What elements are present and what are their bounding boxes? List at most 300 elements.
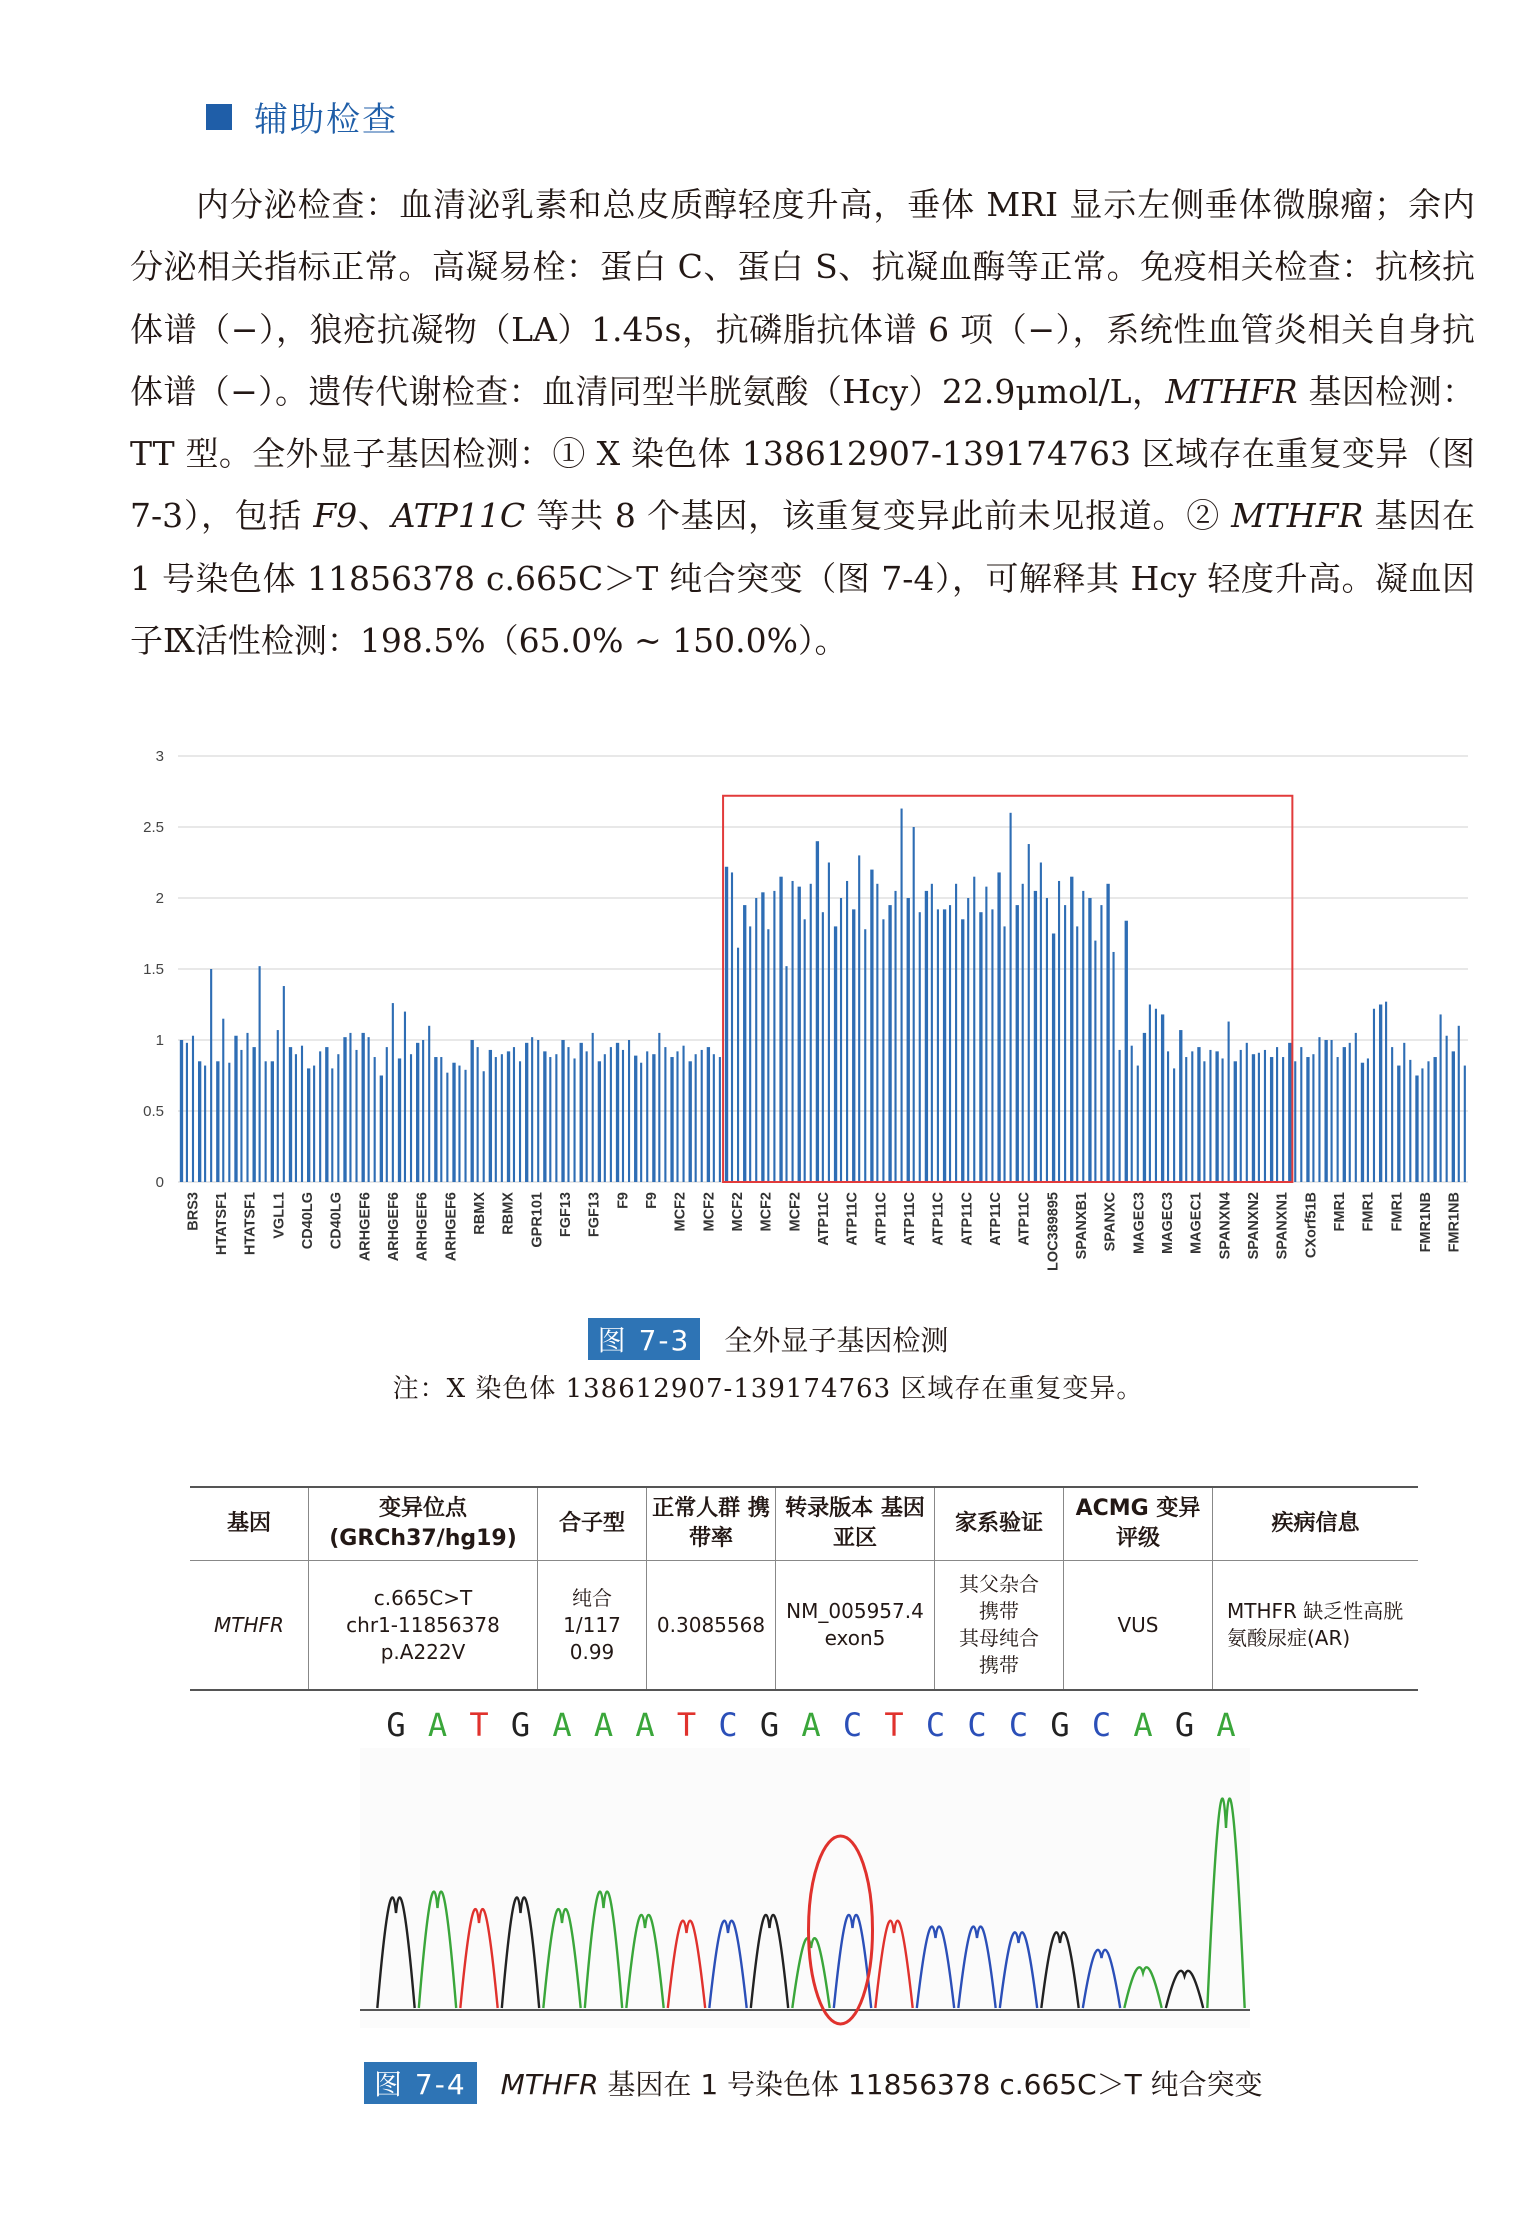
bar	[1379, 1005, 1382, 1183]
bar	[779, 877, 782, 1182]
x-tick-label: SPANXC	[1102, 1192, 1119, 1252]
bar	[725, 867, 728, 1182]
bar	[1215, 1051, 1218, 1182]
x-tick-label: ATP11C	[844, 1192, 861, 1246]
bar	[1276, 1047, 1278, 1182]
bar	[198, 1061, 201, 1182]
x-tick-label: FMR1	[1389, 1192, 1406, 1232]
bar	[888, 905, 891, 1182]
bar	[773, 891, 775, 1182]
bar	[894, 891, 896, 1182]
bar	[1264, 1050, 1266, 1182]
bar	[1367, 1058, 1369, 1182]
bar	[743, 905, 746, 1182]
bar	[222, 1019, 224, 1182]
bar	[798, 887, 801, 1182]
bar	[374, 1057, 376, 1182]
bar	[749, 926, 751, 1182]
bar	[846, 881, 848, 1182]
bar	[1076, 926, 1078, 1182]
bar	[259, 966, 261, 1182]
bar	[1149, 1005, 1151, 1183]
bar	[634, 1056, 637, 1182]
transcript-cell: NM_005957.4 exon5	[776, 1561, 935, 1691]
bar	[876, 884, 878, 1182]
table-header: 变异位点 (GRCh37/hg19)	[309, 1487, 538, 1561]
bar	[761, 892, 764, 1182]
bar	[737, 948, 739, 1182]
x-tick-label: RBMX	[500, 1192, 517, 1235]
bar	[289, 1047, 292, 1182]
bar	[1137, 1066, 1139, 1182]
x-tick-label: MCF2	[730, 1192, 746, 1232]
bar	[1228, 1022, 1230, 1182]
bar	[1155, 1009, 1157, 1182]
x-tick-label: BRS3	[185, 1192, 202, 1231]
gene-name: MTHFR	[1231, 496, 1364, 536]
x-tick-label: MCF2	[758, 1192, 775, 1232]
bar	[955, 884, 957, 1182]
x-tick-label: ARHGEF6	[357, 1192, 374, 1262]
bar	[1397, 1066, 1400, 1182]
bar	[349, 1033, 351, 1182]
bar	[1240, 1050, 1242, 1182]
bar	[319, 1051, 321, 1182]
bar	[331, 1068, 333, 1182]
bar	[1143, 1033, 1146, 1182]
bar	[1064, 905, 1066, 1182]
bar	[1046, 898, 1048, 1182]
bar	[422, 1040, 424, 1182]
bar	[961, 919, 964, 1182]
figure-caption-text: 全外显子基因检测	[724, 1324, 949, 1357]
gene-cell: MTHFR	[190, 1561, 309, 1691]
bar	[1125, 921, 1128, 1182]
table-row	[190, 1561, 1418, 1691]
bar	[416, 1043, 419, 1182]
chromatogram-svg	[360, 1700, 1250, 2040]
bar	[767, 929, 769, 1182]
sequence-base: T	[884, 1706, 904, 1744]
y-tick-label: 0.5	[143, 1103, 164, 1120]
x-tick-label: F9	[644, 1192, 660, 1209]
bar	[598, 1061, 601, 1182]
bar	[1440, 1014, 1442, 1182]
x-tick-label: CD40LG	[300, 1192, 316, 1250]
x-tick-label: ATP11C	[873, 1192, 890, 1246]
bar	[580, 1043, 583, 1182]
sequence-base: G	[386, 1706, 406, 1744]
bar	[658, 1033, 660, 1182]
section-title: 辅助检查	[254, 100, 398, 140]
gene-name: MTHFR	[500, 2068, 599, 2101]
x-tick-label: HTATSF1	[242, 1192, 259, 1256]
bar	[1312, 1054, 1314, 1182]
bar	[925, 891, 928, 1182]
sequence-base: A	[1133, 1706, 1153, 1744]
bar	[652, 1054, 655, 1182]
x-tick-label: RBMX	[472, 1192, 488, 1235]
bar	[1324, 1040, 1327, 1182]
bar	[785, 966, 787, 1182]
y-tick-label: 0	[155, 1174, 164, 1191]
bar	[404, 1012, 406, 1182]
bar	[1016, 905, 1019, 1182]
bar	[1258, 1053, 1260, 1182]
disease-cell: MTHFR 缺乏性高胱 氨酸尿症(AR)	[1213, 1561, 1419, 1691]
bar	[1082, 891, 1084, 1182]
bar	[513, 1047, 515, 1182]
bar	[864, 929, 866, 1182]
x-tick-label: MAGEC3	[1160, 1192, 1176, 1255]
bar	[567, 1047, 569, 1182]
bar	[277, 1030, 279, 1182]
bar	[343, 1037, 346, 1182]
bar	[731, 872, 733, 1182]
bar	[689, 1061, 692, 1182]
bar	[901, 809, 903, 1182]
bar	[810, 884, 812, 1182]
bar	[1270, 1057, 1273, 1182]
bar	[985, 887, 987, 1182]
bar	[1131, 1046, 1133, 1182]
bar	[1022, 884, 1024, 1182]
bar	[483, 1071, 485, 1182]
bar	[216, 1061, 219, 1182]
bar	[919, 912, 921, 1182]
bar	[1415, 1076, 1418, 1183]
x-tick-label: FMR1	[1360, 1192, 1377, 1232]
bar	[1458, 1026, 1460, 1182]
x-tick-label: FGF13	[558, 1192, 574, 1238]
sequence-base: G	[759, 1706, 780, 1744]
family-cell: 其父杂合 携带 其母纯合 携带	[935, 1561, 1064, 1691]
bar	[1106, 884, 1109, 1182]
sequence-base: A	[427, 1706, 448, 1744]
bar	[1197, 1047, 1200, 1182]
bar	[204, 1066, 206, 1182]
bar	[604, 1054, 606, 1182]
bar	[489, 1050, 492, 1182]
bar	[840, 898, 842, 1182]
bar	[380, 1076, 383, 1183]
bar	[973, 877, 975, 1182]
x-tick-label: SPANXN1	[1274, 1192, 1291, 1260]
table-header: 疾病信息	[1213, 1487, 1419, 1561]
bar	[1385, 1002, 1387, 1182]
bar	[592, 1033, 594, 1182]
bar	[1343, 1047, 1346, 1182]
bar	[882, 919, 884, 1182]
bar	[555, 1054, 557, 1182]
bar	[1331, 1040, 1333, 1182]
x-tick-label: FGF13	[586, 1192, 603, 1238]
acmg-cell: VUS	[1064, 1561, 1213, 1691]
sanger-chromatogram	[360, 1700, 1250, 2040]
bar	[295, 1054, 297, 1182]
table-header: 合子型	[538, 1487, 647, 1561]
bar	[301, 1046, 303, 1182]
bar	[446, 1073, 448, 1182]
bar	[392, 1003, 394, 1182]
x-tick-label: ATP11C	[1016, 1192, 1033, 1246]
x-tick-label: FMR1NB	[1446, 1192, 1463, 1253]
bar	[1034, 891, 1037, 1182]
bar	[471, 1040, 474, 1182]
x-tick-label: ARHGEF6	[414, 1192, 431, 1262]
sequence-base: A	[1216, 1706, 1236, 1744]
figure-caption-text: 基因在 1 号染色体 11856378 c.665C＞T 纯合突变	[598, 2068, 1263, 2101]
x-tick-label: CD40LG	[328, 1192, 345, 1250]
bar	[1452, 1051, 1455, 1182]
bar	[537, 1040, 539, 1182]
bar	[622, 1050, 624, 1182]
sequence-base: T	[469, 1706, 489, 1744]
figure-7-4-caption	[364, 2062, 1263, 2104]
bar	[907, 898, 910, 1182]
sequence-base: G	[510, 1706, 531, 1744]
bar	[1355, 1033, 1357, 1182]
bar	[337, 1054, 339, 1182]
bar	[240, 1050, 242, 1182]
bar	[646, 1051, 648, 1182]
bar	[501, 1054, 503, 1182]
table-header: 家系验证	[935, 1487, 1064, 1561]
bar	[452, 1063, 455, 1182]
bar	[755, 898, 757, 1182]
bar	[1167, 1051, 1169, 1182]
sequence-base: A	[593, 1706, 614, 1744]
bar	[804, 919, 806, 1182]
bar	[495, 1057, 497, 1182]
bar	[1179, 1030, 1182, 1182]
sequence-base: G	[1174, 1706, 1195, 1744]
x-tick-label: MAGEC1	[1188, 1192, 1205, 1255]
x-tick-label: GPR101	[529, 1192, 546, 1248]
bar	[695, 1054, 697, 1182]
bar	[1391, 1047, 1393, 1182]
bar	[858, 855, 860, 1182]
bar	[283, 986, 285, 1182]
sequence-base: T	[676, 1706, 697, 1744]
sequence-base: C	[1008, 1706, 1029, 1744]
bar	[386, 1047, 388, 1182]
x-tick-label: SPANXN4	[1217, 1192, 1234, 1260]
section-header	[206, 92, 398, 141]
bar	[1003, 926, 1005, 1182]
frequency-cell: 0.3085568	[647, 1561, 776, 1691]
sequence-base: C	[967, 1706, 987, 1744]
bar	[271, 1061, 274, 1182]
bar	[1100, 905, 1102, 1182]
bar	[913, 827, 915, 1182]
cnv-bar-chart	[120, 732, 1480, 1292]
bar	[355, 1050, 357, 1182]
x-tick-label: ARHGEF6	[386, 1192, 402, 1262]
bar	[1234, 1061, 1237, 1182]
table-header: 转录版本 基因亚区	[776, 1487, 935, 1561]
table-header-row	[190, 1487, 1418, 1561]
bar	[828, 863, 830, 1183]
x-tick-label: F9	[615, 1192, 632, 1209]
bar	[670, 1057, 673, 1182]
bar	[1349, 1043, 1351, 1182]
bar	[943, 909, 946, 1182]
x-tick-label: FMR1NB	[1418, 1192, 1434, 1253]
bar	[1421, 1068, 1423, 1182]
bar	[313, 1066, 315, 1182]
bar	[1409, 1060, 1411, 1182]
cnv-chart-svg	[120, 732, 1480, 1292]
x-tick-label: VGLL1	[271, 1192, 288, 1239]
y-tick-label: 2.5	[143, 819, 164, 836]
bar	[252, 1047, 255, 1182]
bar	[1119, 1050, 1121, 1182]
section-square-icon	[206, 104, 232, 130]
x-tick-label: SPANXB1	[1074, 1192, 1090, 1260]
bar	[1446, 1036, 1448, 1182]
bar	[210, 969, 212, 1182]
bar	[719, 1057, 721, 1182]
figure-note: 注：X 染色体 138612907-139174763 区域存在重复变异。	[392, 1374, 1144, 1404]
bar	[1252, 1054, 1255, 1182]
highlight-box	[723, 796, 1292, 1182]
bar	[228, 1063, 230, 1182]
table-header: 正常人群 携带率	[647, 1487, 776, 1561]
bar	[713, 1054, 715, 1182]
body-paragraph: 内分泌检查：血清泌乳素和总皮质醇轻度升高，垂体 MRI 显示左侧垂体微腺瘤；余内分泌相关指标正常。高凝易栓：蛋白 C、蛋白 S、抗凝血酶等正常。免疫相关检查：抗核抗体谱（−），狼疮抗凝物（LA）1.45s，抗磷脂抗体谱 6 项（−），系统性血管炎相关自身抗体谱（−）。遗传代谢检查：血清同型半胱氨酸（Hcy）22.9μmol/L，MTHFR 基因检测：TT 型。全外显子基因检测：① X 染色体 138612907-139174763 区域存在重复变异（图 7-3），包括 F9、ATP11C 等共 8 个基因，该重复变异此前未见报道。② MTHFR 基因在 1 号染色体 11856378 c.665C＞T 纯合突变（图 7-4），可解释其 Hcy 轻度升高。凝血因子Ⅸ活性检测：198.5%（65.0% ~ 150.0%）。	[130, 185, 1475, 661]
bar	[1306, 1057, 1309, 1182]
sequence-base: C	[1091, 1706, 1112, 1744]
bar	[1010, 813, 1012, 1182]
zygosity-cell: 纯合 1/117 0.99	[538, 1561, 647, 1691]
bar	[398, 1058, 401, 1182]
bar	[1040, 863, 1042, 1183]
bar	[616, 1043, 619, 1182]
bar	[464, 1070, 466, 1182]
bar	[676, 1051, 678, 1182]
table-header: 基因	[190, 1487, 309, 1561]
x-tick-label: ARHGEF6	[443, 1192, 460, 1262]
bar	[1070, 877, 1073, 1182]
bar	[265, 1061, 267, 1182]
bar	[1403, 1043, 1405, 1182]
bar	[991, 909, 993, 1182]
bar	[507, 1051, 510, 1182]
bar	[822, 912, 824, 1182]
bar	[1028, 844, 1030, 1182]
bar	[192, 1036, 194, 1182]
bar	[1209, 1050, 1211, 1182]
bar	[561, 1040, 564, 1182]
bar	[1282, 1057, 1284, 1182]
variant-table	[190, 1486, 1418, 1691]
bar	[1464, 1066, 1466, 1182]
x-tick-label: LOC389895	[1045, 1192, 1062, 1271]
bar	[307, 1068, 310, 1182]
bar	[701, 1050, 703, 1182]
bar	[362, 1033, 365, 1182]
bar	[428, 1026, 430, 1182]
x-tick-label: HTATSF1	[214, 1192, 230, 1256]
bar	[997, 872, 1000, 1182]
bar	[834, 926, 837, 1182]
bar	[1161, 1014, 1164, 1182]
sequence-base: A	[552, 1706, 572, 1744]
bar	[477, 1047, 479, 1182]
bar	[325, 1047, 328, 1182]
sequence-base: A	[635, 1706, 655, 1744]
bar	[410, 1054, 412, 1182]
x-tick-label: CXorf51B	[1303, 1192, 1320, 1259]
x-tick-label: MAGEC3	[1131, 1192, 1148, 1255]
bar	[1222, 1058, 1224, 1182]
x-tick-label: MCF2	[701, 1192, 718, 1232]
bar	[610, 1047, 612, 1182]
bar	[1088, 898, 1091, 1182]
bar	[1246, 1043, 1248, 1182]
bar	[1052, 934, 1055, 1183]
bar	[234, 1036, 237, 1182]
gene-name: ATP11C	[391, 496, 526, 536]
bar	[1337, 1057, 1339, 1182]
x-tick-label: ATP11C	[902, 1192, 918, 1246]
x-tick-label: FMR1	[1332, 1192, 1348, 1232]
bar	[434, 1057, 437, 1182]
x-tick-label: MCF2	[672, 1192, 689, 1232]
x-tick-label: ATP11C	[816, 1192, 832, 1246]
bar	[816, 841, 819, 1182]
bar	[1433, 1057, 1436, 1182]
x-tick-label: ATP11C	[959, 1192, 976, 1246]
x-tick-label: ATP11C	[988, 1192, 1004, 1246]
bar	[1191, 1051, 1193, 1182]
bar	[870, 870, 873, 1182]
bar	[1173, 1068, 1175, 1182]
bar	[852, 909, 855, 1182]
bar	[949, 905, 951, 1182]
bar	[1300, 1047, 1302, 1182]
table-header: ACMG 变异评级	[1064, 1487, 1213, 1561]
gene-name: MTHFR	[1165, 371, 1298, 411]
bar	[664, 1047, 666, 1182]
bar	[1094, 941, 1096, 1182]
bar	[1288, 1043, 1291, 1182]
sequence-base: G	[1050, 1706, 1070, 1744]
bar	[440, 1057, 442, 1182]
bar	[573, 1058, 575, 1182]
bar	[1058, 881, 1060, 1182]
bar	[1427, 1061, 1429, 1182]
sequence-base: C	[842, 1706, 863, 1744]
sequence-base: C	[718, 1706, 738, 1744]
x-tick-label: MCF2	[787, 1192, 804, 1232]
y-tick-label: 1	[155, 1032, 164, 1049]
bar	[531, 1037, 533, 1182]
bar	[707, 1047, 710, 1182]
bar	[543, 1051, 546, 1182]
bar	[1203, 1061, 1205, 1182]
bar	[1373, 1009, 1375, 1182]
bar	[1318, 1037, 1320, 1182]
bar	[628, 1040, 630, 1182]
sequence-base: C	[925, 1706, 946, 1744]
bar	[1112, 952, 1114, 1182]
y-tick-label: 1.5	[143, 961, 164, 978]
bar	[979, 912, 982, 1182]
bar	[931, 884, 933, 1182]
bar	[640, 1063, 642, 1182]
